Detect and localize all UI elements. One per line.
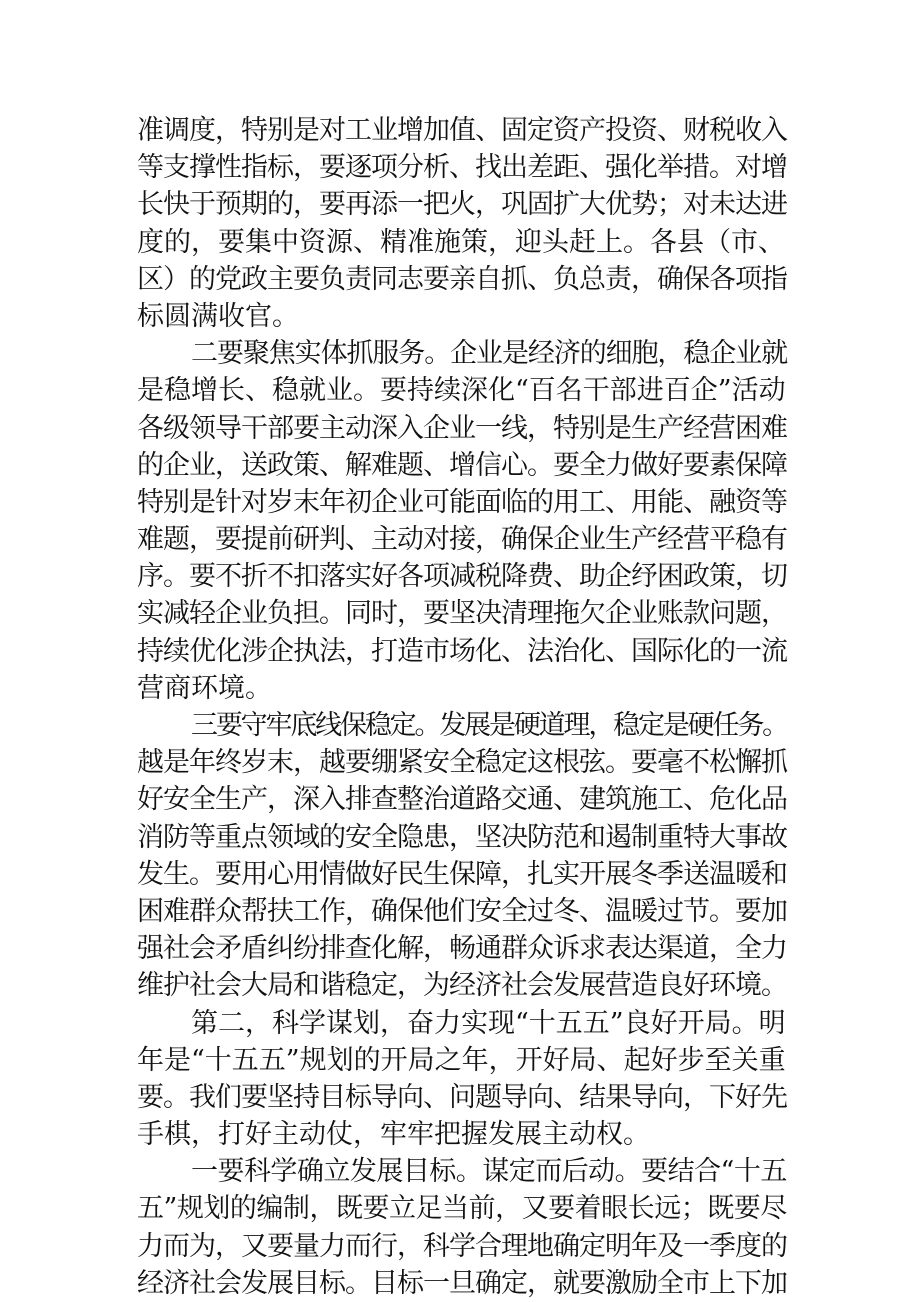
paragraph-first-line: 一要科学确立发展目标。谋定而后动。要结合“十五 <box>191 1156 787 1188</box>
text-line: 的企业，送政策、解难题、增信心。要全力做好要素保障 <box>137 449 787 481</box>
text-line: 是稳增长、稳就业。要持续深化“百名干部进百企”活动 <box>137 375 786 407</box>
text-line: 年是“十五五”规划的开局之年，开好局、起好步至关重 <box>137 1044 786 1076</box>
paragraph-first-line: 二要聚焦实体抓服务。企业是经济的细胞，稳企业就 <box>191 338 787 370</box>
document-body <box>137 112 787 1302</box>
text-line: 等支撑性指标，要逐项分析、找出差距、强化举措。对增 <box>137 152 787 184</box>
text-line: 区）的党政主要负责同志要亲自抓、负总责，确保各项指 <box>137 263 787 295</box>
text-line: 各级领导干部要主动深入企业一线，特别是生产经营困难 <box>137 412 787 444</box>
text-line: 维护社会大局和谐稳定，为经济社会发展营造良好环境。 <box>137 970 787 1002</box>
text-line: 消防等重点领域的安全隐患，坚决防范和遏制重特大事故 <box>137 821 787 853</box>
text-line: 发生。要用心用情做好民生保障，扎实开展冬季送温暖和 <box>137 858 787 890</box>
text-line: 度的，要集中资源、精准施策，迎头赶上。各县（市、 <box>137 226 785 258</box>
text-line: 越是年终岁末，越要绷紧安全稳定这根弦。要毫不松懈抓 <box>137 747 787 779</box>
text-line: 力而为，又要量力而行，科学合理地确定明年及一季度的 <box>137 1230 787 1262</box>
text-line: 五”规划的编制，既要立足当前，又要着眼长远；既要尽 <box>137 1193 787 1225</box>
text-line: 长快于预期的，要再添一把火，巩固扩大优势；对未达进 <box>137 189 787 221</box>
text-line: 特别是针对岁末年初企业可能面临的用工、用能、融资等 <box>137 486 787 518</box>
text-line: 准调度，特别是对工业增加值、固定资产投资、财税收入 <box>137 115 787 146</box>
paragraph-first-line: 三要守牢底线保稳定。发展是硬道理，稳定是硬任务。 <box>191 710 787 741</box>
text-line: 序。要不折不扣落实好各项减税降费、助企纾困政策，切 <box>137 561 787 593</box>
text-line: 好安全生产，深入排查整治道路交通、建筑施工、危化品 <box>137 784 787 816</box>
text-line: 难题，要提前研判、主动对接，确保企业生产经营平稳有 <box>137 524 787 556</box>
text-line: 实减轻企业负担。同时，要坚决清理拖欠企业账款问题， <box>137 598 787 630</box>
text-line: 标圆满收官。 <box>137 300 299 332</box>
text-line: 手棋，打好主动仗，牢牢把握发展主动权。 <box>137 1119 650 1151</box>
text-line: 经济社会发展目标。目标一旦确定，就要激励全市上下加 <box>137 1267 787 1299</box>
text-line: 困难群众帮扶工作，确保他们安全过冬、温暖过节。要加 <box>137 895 787 927</box>
paragraph-first-line: 第二，科学谋划，奋力实现“十五五”良好开局。明 <box>191 1007 786 1039</box>
text-line: 强社会矛盾纠纷排查化解，畅通群众诉求表达渠道，全力 <box>137 933 787 965</box>
text-line: 要。我们要坚持目标导向、问题导向、结果导向，下好先 <box>137 1081 787 1113</box>
text-line: 营商环境。 <box>137 672 272 704</box>
text-line: 持续优化涉企执法，打造市场化、法治化、国际化的一流 <box>137 635 787 667</box>
